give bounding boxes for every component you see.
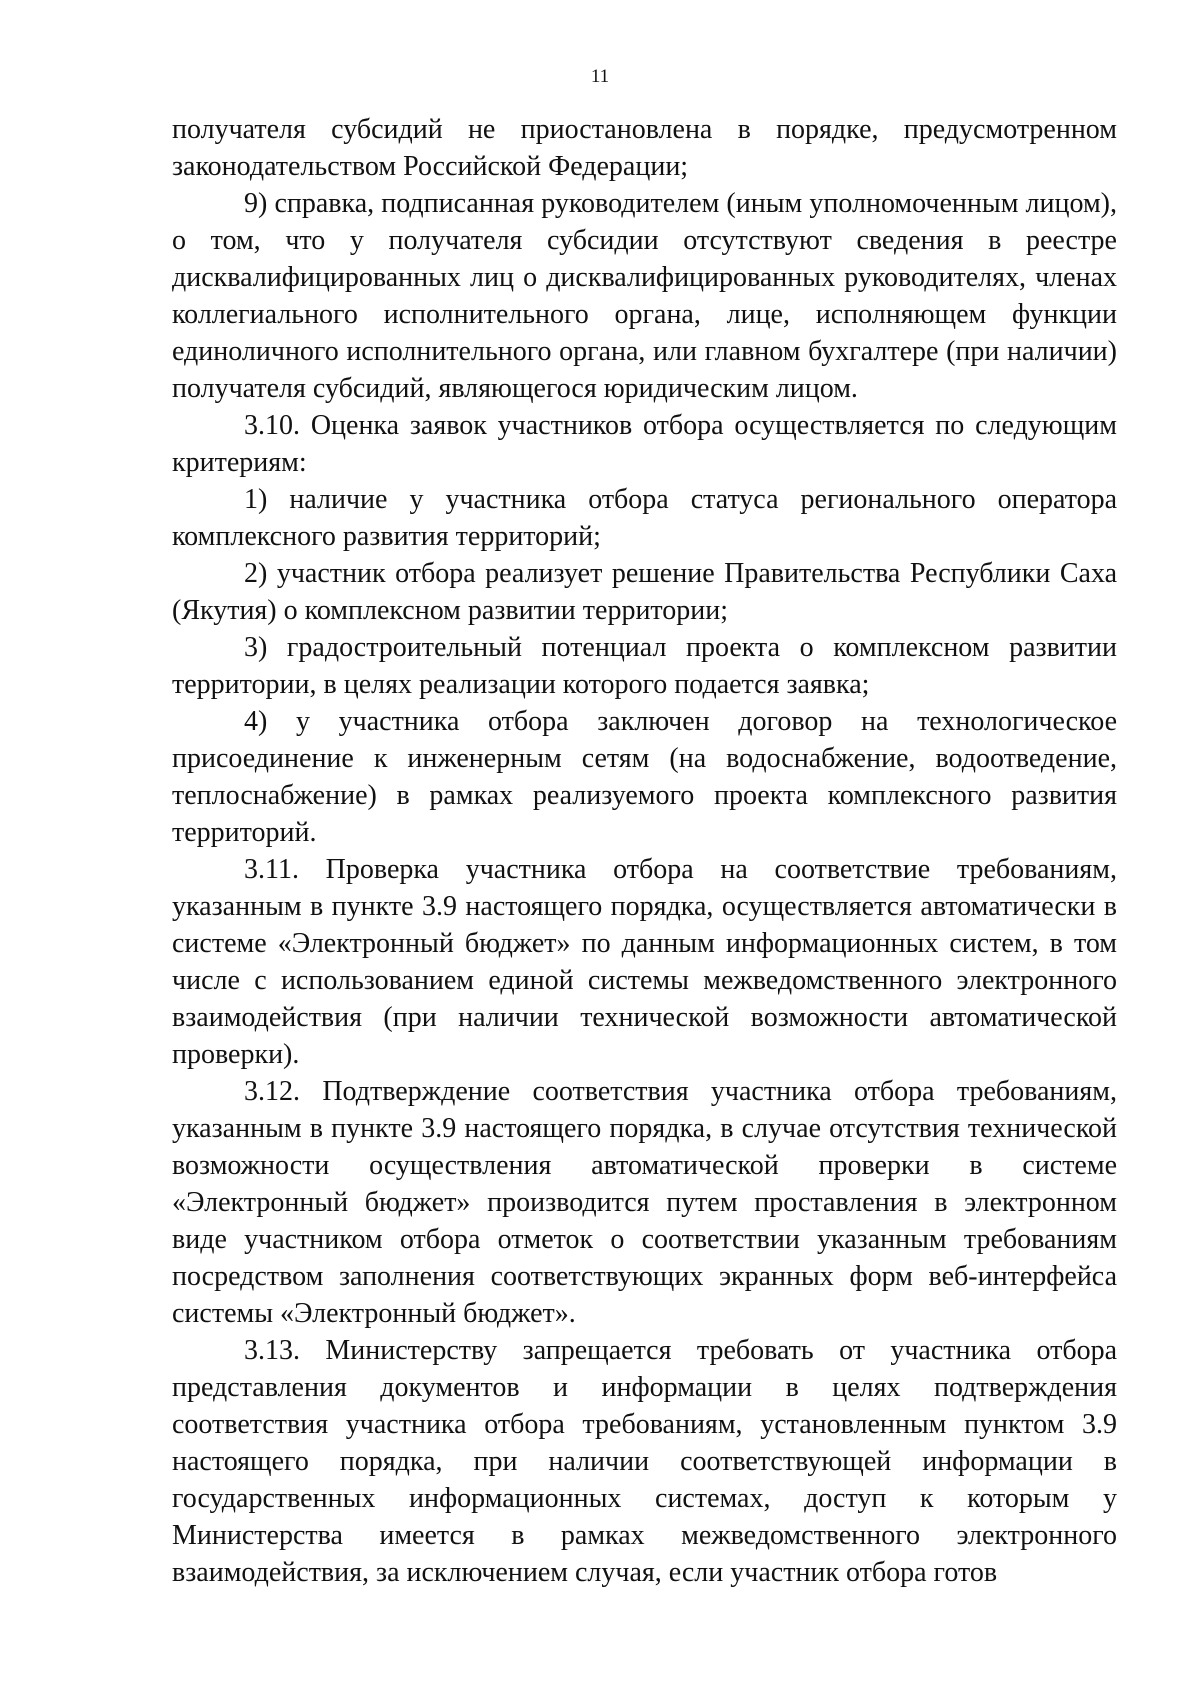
paragraph-3-13: 3.13. Министерству запрещается требовать от участника отбора представления документов и информации в целях подтверждения соответствия участника отбора требованиям, установленным пунктом 3.9 настоящего порядка, при наличии соответствующей информации в государственных информационных системах, доступ к которым у Министерства имеется в рамках межведомственного электронного взаимодействия, за исключением случая, если участник отбора готов bbox=[172, 1335, 1117, 1588]
page-number: 11 bbox=[590, 66, 610, 87]
paragraph-criterion-4: 4) у участника отбора заключен договор на технологическое присоединение к инженерным сетям (на водоснабжение, водоотведение, теплоснабжение) в рамках реализуемого проекта комплексного развития территорий. bbox=[172, 706, 1117, 848]
paragraph-criterion-3: 3) градостроительный потенциал проекта о комплексном развитии территории, в целях реализации которого подается заявка; bbox=[172, 632, 1117, 700]
paragraph-3-10: 3.10. Оценка заявок участников отбора осуществляется по следующим критериям: bbox=[172, 410, 1117, 478]
paragraph-continuation: получателя субсидий не приостановлена в порядке, предусмотренном законодательством Российской Федерации; bbox=[172, 114, 1117, 182]
document-body bbox=[172, 111, 1117, 1591]
paragraph-criterion-1: 1) наличие у участника отбора статуса регионального оператора комплексного развития территорий; bbox=[172, 484, 1117, 552]
paragraph-criterion-2: 2) участник отбора реализует решение Правительства Республики Саха (Якутия) о комплексном развитии территории; bbox=[172, 558, 1117, 626]
paragraph-item-9: 9) справка, подписанная руководителем (иным уполномоченным лицом), о том, что у получателя субсидии отсутствуют сведения в реестре дисквалифицированных лиц о дисквалифицированных руководителях, членах коллегиального исполнительного органа, лице, исполняющем функции единоличного исполнительного органа, или главном бухгалтере (при наличии) получателя субсидий, являющегося юридическим лицом. bbox=[172, 188, 1117, 404]
paragraph-3-12: 3.12. Подтверждение соответствия участника отбора требованиям, указанным в пункте 3.9 настоящего порядка, в случае отсутствия технической возможности осуществления автоматической проверки в системе «Электронный бюджет» производится путем проставления в электронном виде участником отбора отметок о соответствии указанным требованиям посредством заполнения соответствующих экранных форм веб-интерфейса системы «Электронный бюджет». bbox=[172, 1076, 1117, 1329]
paragraph-3-11: 3.11. Проверка участника отбора на соответствие требованиям, указанным в пункте 3.9 настоящего порядка, осуществляется автоматически в системе «Электронный бюджет» по данным информационных систем, в том числе с использованием единой системы межведомственного электронного взаимодействия (при наличии технической возможности автоматической проверки). bbox=[172, 854, 1117, 1070]
